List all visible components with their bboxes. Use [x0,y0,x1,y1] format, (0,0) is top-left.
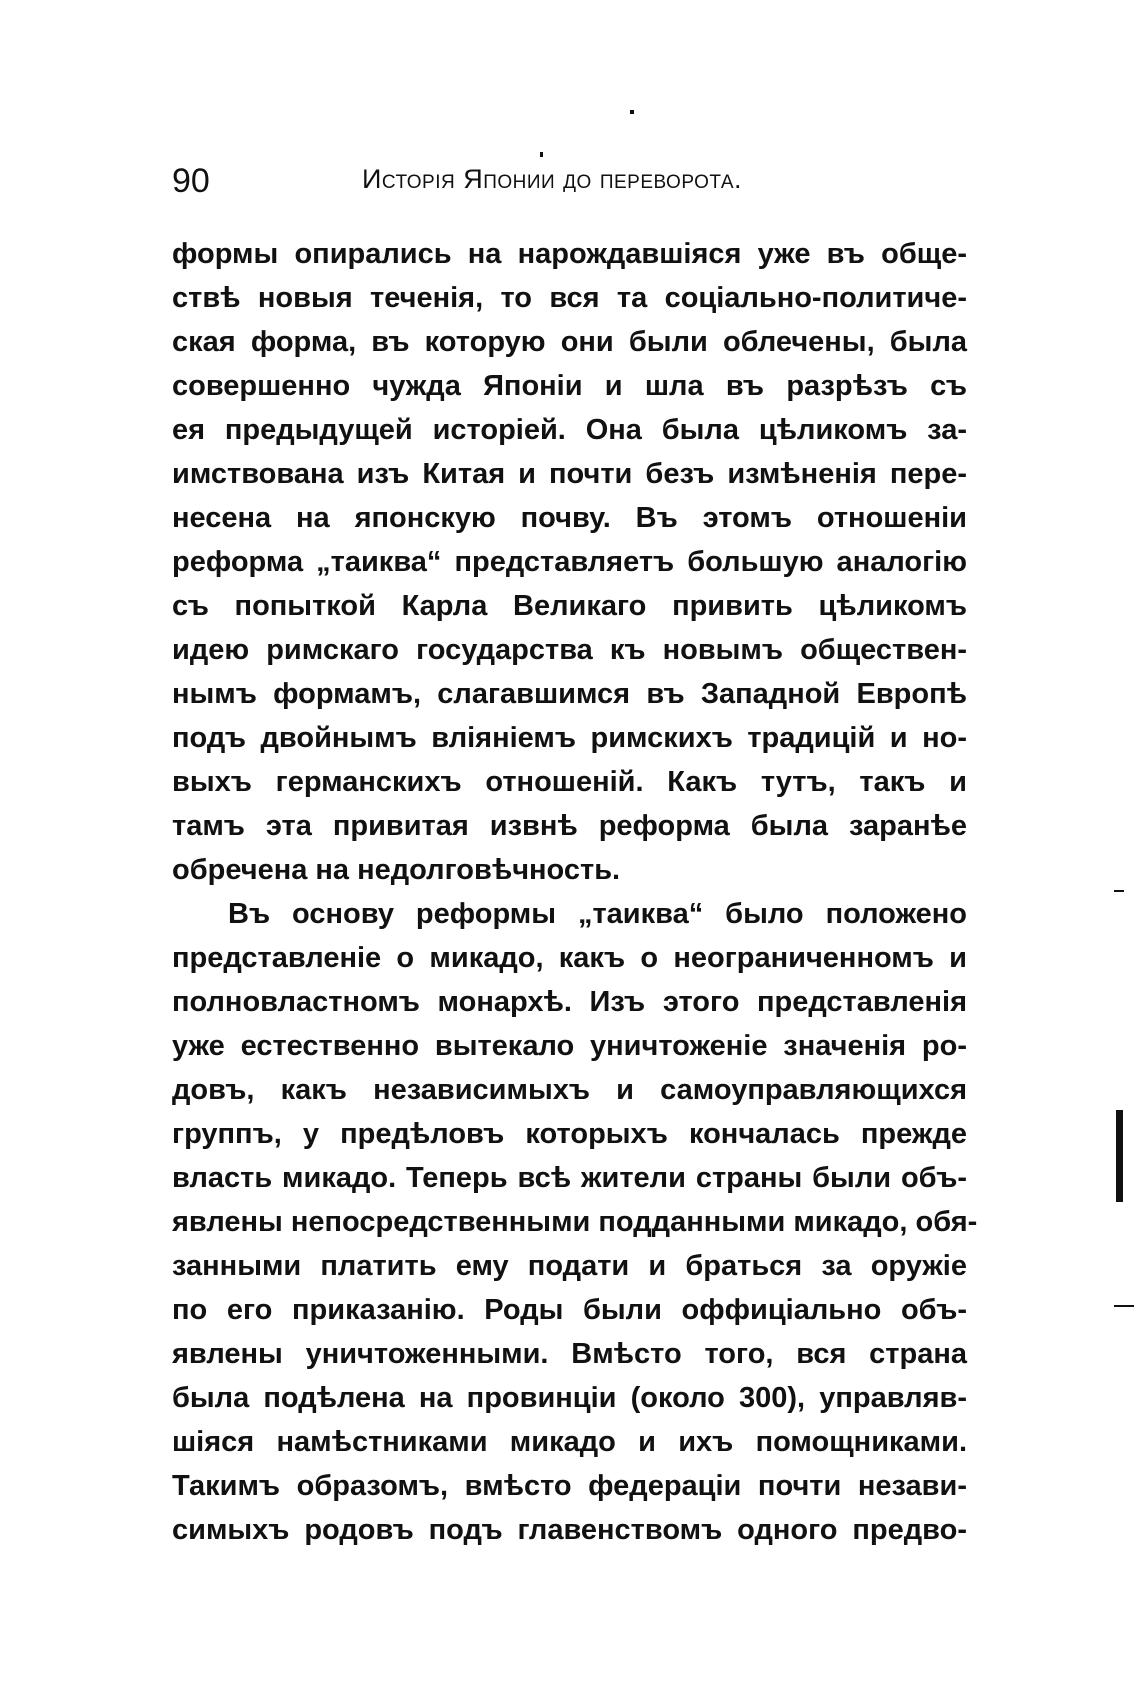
text-line: обречена на недолговѣчность. [172,854,621,886]
scan-mark [1114,1305,1134,1307]
text-line: съ попыткой Карла Великаго привить цѣликомъ [172,590,967,622]
text-line: нымъ формамъ, слагавшимся въ Западной Европѣ [172,678,967,710]
page-number: 90 [172,162,210,200]
body-text [172,232,978,1552]
text-line: представленіе о микадо, какъ о неограниченномъ и [172,942,967,974]
text-line: довъ, какъ независимыхъ и самоуправляющихся [172,1074,967,1106]
running-title: Исторія Японии до переворота. [362,164,742,194]
scan-mark [630,110,634,114]
text-line: тамъ эта привитая извнѣ реформа была заранѣе [172,810,967,842]
text-line: Такимъ образомъ, вмѣсто федераціи почти незави- [172,1470,967,1502]
text-line: занными платить ему подати и браться за оружіе [172,1250,967,1282]
text-line: явлены уничтоженными. Вмѣсто того, вся страна [172,1338,967,1370]
text-line: совершенно чужда Японіи и шла въ разрѣзъ съ [172,370,967,402]
text-line: идею римскаго государства къ новымъ обществен- [172,634,967,666]
scan-mark [540,152,543,157]
text-line: шіяся намѣстниками микадо и ихъ помощниками. [172,1426,967,1458]
text-line: группъ, у предѣловъ которыхъ кончалась прежде [172,1118,967,1150]
text-line: уже естественно вытекало уничтоженіе значенія ро- [172,1030,967,1062]
scan-mark [1114,890,1124,892]
text-line: реформа „таиква“ представляетъ большую аналогію [172,546,967,578]
scan-mark [1116,1110,1123,1202]
page-header [172,158,972,208]
text-line: была подѣлена на провинціи (около 300), управляв- [172,1382,967,1414]
text-line: ея предыдущей исторіей. Она была цѣликомъ за- [172,414,967,446]
text-line: формы опирались на нарождавшіяся уже въ обще- [172,238,967,270]
text-line: имствована изъ Китая и почти безъ измѣненія пере- [172,458,967,490]
text-line: ская форма, въ которую они были облечены, была [172,326,967,358]
text-line: ствѣ новыя теченія, то вся та соціально-политиче- [172,282,967,314]
text-line: явлены непосредственными подданными микадо, обя- [172,1206,978,1238]
text-line: симыхъ родовъ подъ главенствомъ одного предво- [172,1514,967,1546]
text-line: несена на японскую почву. Въ этомъ отношеніи [172,502,967,534]
text-line: власть микадо. Теперь всѣ жители страны были объ- [172,1162,967,1194]
text-line: Въ основу реформы „таиква“ было положено [228,898,967,930]
text-line: подъ двойнымъ вліяніемъ римскихъ традицій и но- [172,722,967,754]
text-line: полновластномъ монархѣ. Изъ этого представленія [172,986,967,1018]
text-line: выхъ германскихъ отношеній. Какъ тутъ, такъ и [172,766,967,798]
text-line: по его приказанію. Роды были оффиціально объ- [172,1294,967,1326]
